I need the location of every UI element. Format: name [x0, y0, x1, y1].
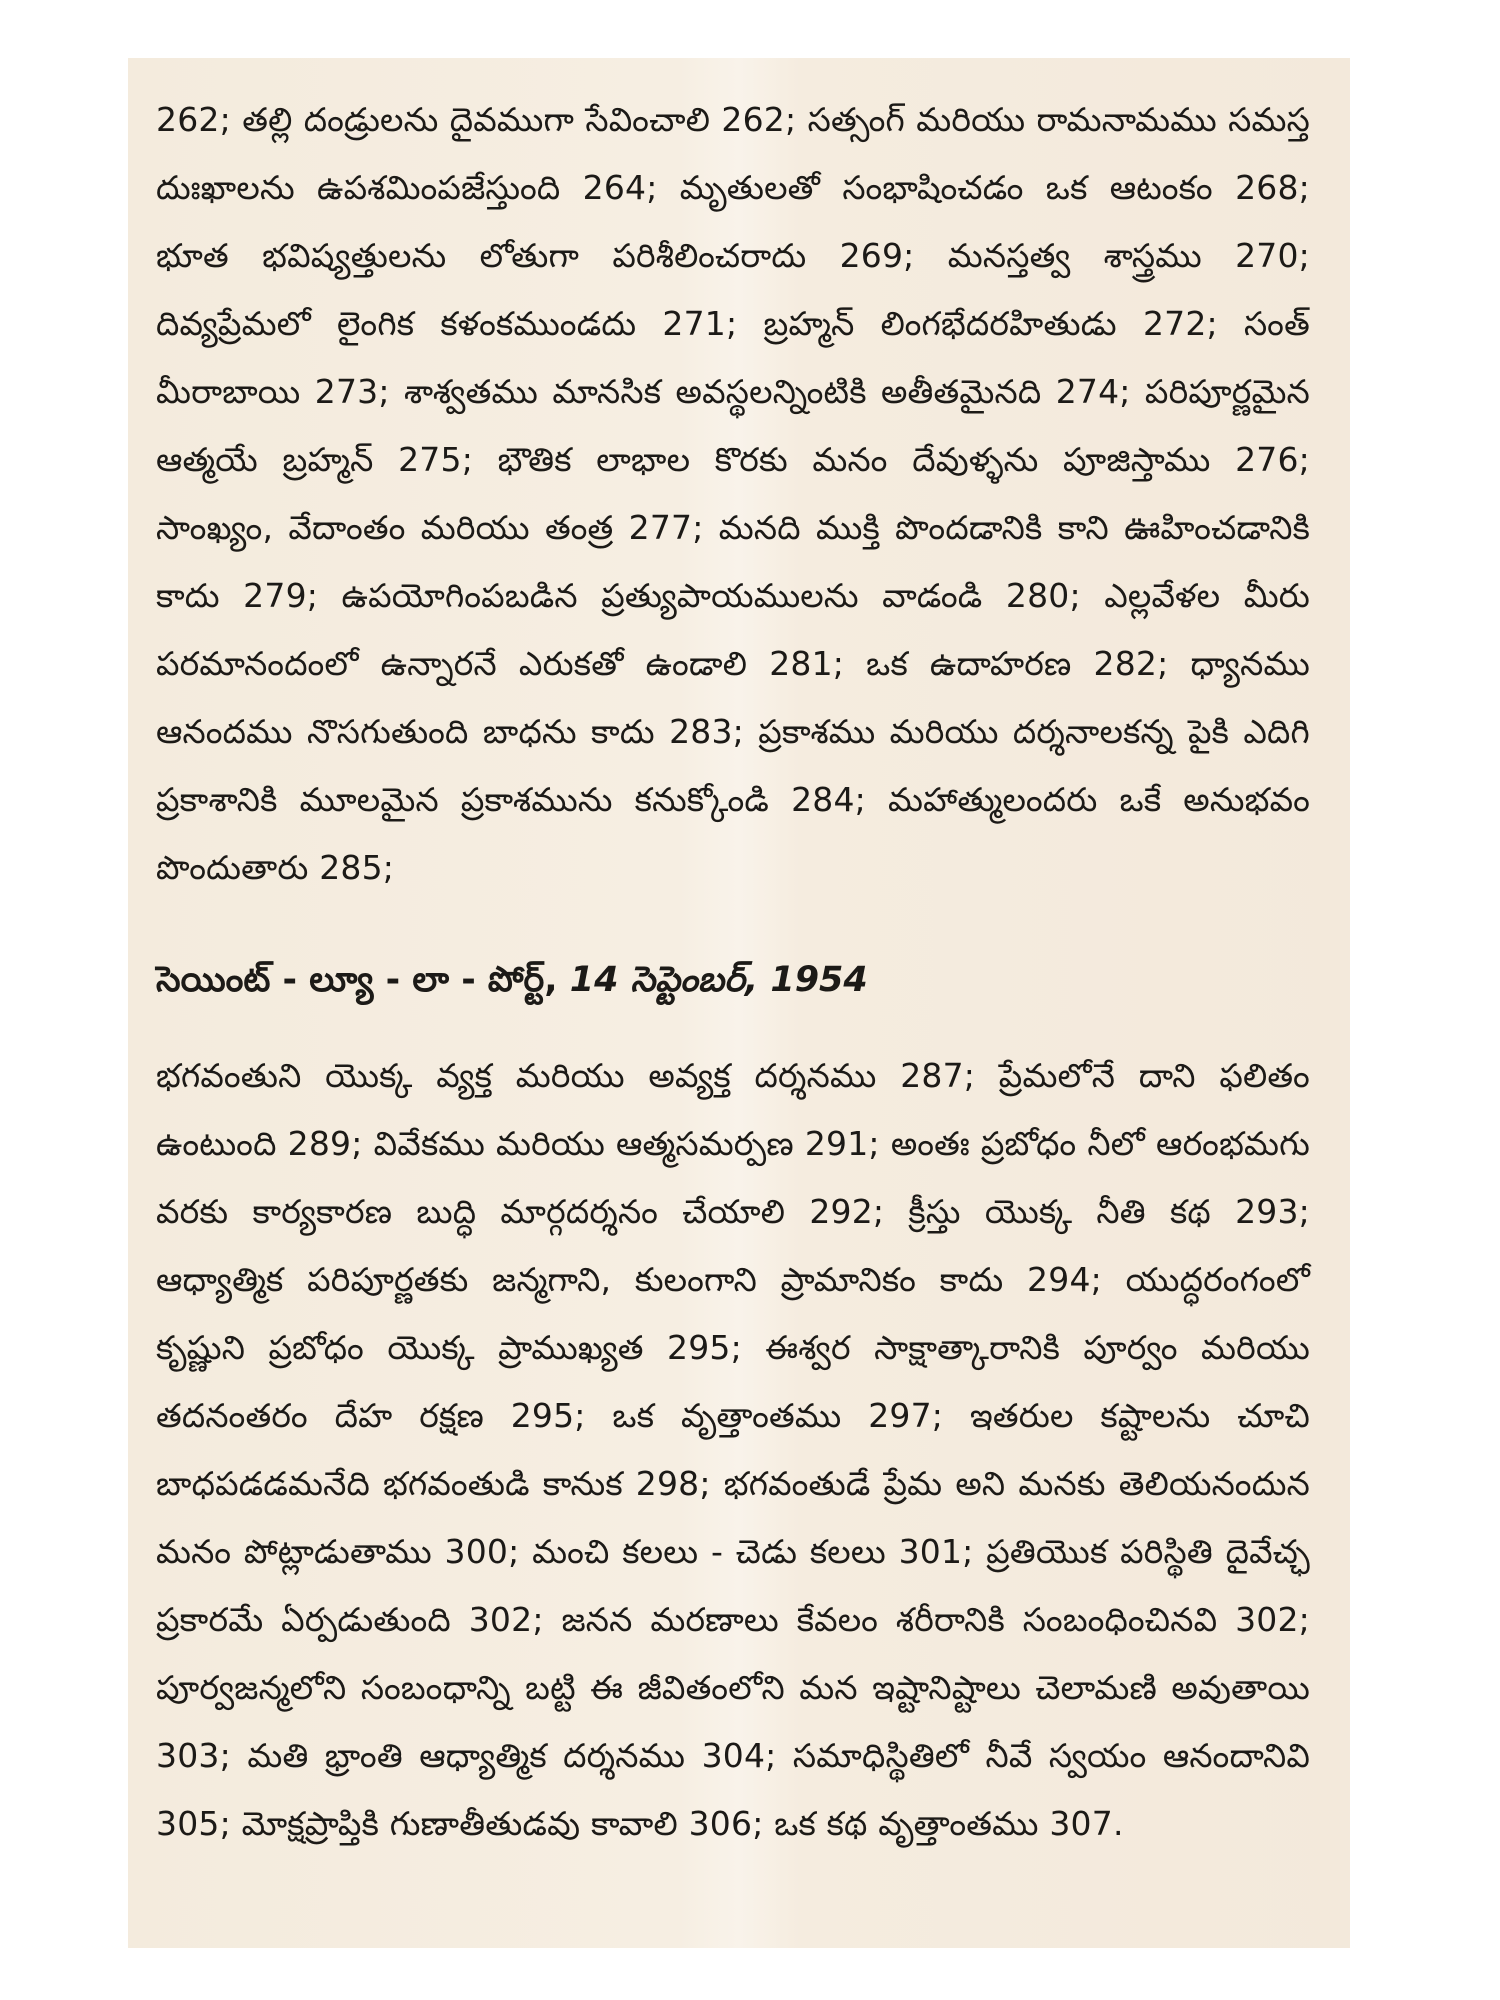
- heading-date: 14 సెప్టెంబర్, 1954: [557, 960, 868, 1000]
- index-paragraph-2: భగవంతుని యొక్క వ్యక్త మరియు అవ్యక్త దర్శనము 287; ప్రేమలోనే దాని ఫలితం ఉంటుంది 289; వివేకము మరియు ఆత్మసమర్పణ 291; అంతః ప్రబోధం నీలో ఆరంభమగు వరకు కార్యకారణ బుద్ధి మార్గదర్శనం చేయాలి 292; క్రీస్తు యొక్క నీతి కథ 293; ఆధ్యాత్మిక పరిపూర్ణతకు జన్మగాని, కులంగాని ప్రామానికం కాదు 294; యుద్ధరంగంలో కృష్ణుని ప్రబోధం యొక్క ప్రాముఖ్యత 295; ఈశ్వర సాక్షాత్కారానికి పూర్వం మరియు తదనంతరం దేహ రక్షణ 295; ఒక వృత్తాంతము 297; ఇతరుల కష్టాలను చూచి బాధపడడమనేది భగవంతుడి కానుక 298; భగవంతుడే ప్రేమ అని మనకు తెలియనందున మనం పోట్లాడుతాము 300; మంచి కలలు - చెడు కలలు 301; ప్రతియొక పరిస్థితి దైవేచ్ఛ ప్రకారమే ఏర్పడుతుంది 302; జనన మరణాలు కేవలం శరీరానికి సంబంధించినవి 302; పూర్వజన్మలోని సంబంధాన్ని బట్టి ఈ జీవితంలోని మన ఇష్టానిష్టాలు చెలామణి అవుతాయి 303; మతి భ్రాంతి ఆధ్యాత్మిక దర్శనము 304; సమాధిస్థితిలో నీవే స్వయం ఆనందానివి 305; మోక్షప్రాప్తికి గుణాతీతుడవు కావాలి 306; ఒక కథ వృత్తాంతము 307.: [156, 1056, 1310, 1843]
- section-heading: [156, 954, 1310, 1006]
- index-paragraph-1: 262; తల్లి దండ్రులను దైవముగా సేవించాలి 262; సత్సంగ్ మరియు రామనామము సమస్త దుఃఖాలను ఉపశమింపజేస్తుంది 264; మృతులతో సంభాషించడం ఒక ఆటంకం 268; భూత భవిష్యత్తులను లోతుగా పరిశీలించరాదు 269; మనస్తత్వ శాస్త్రము 270; దివ్యప్రేమలో లైంగిక కళంకముండదు 271; బ్రహ్మన్ లింగభేదరహితుడు 272; సంత్ మీరాబాయి 273; శాశ్వతము మానసిక అవస్థలన్నింటికి అతీతమైనది 274; పరిపూర్ణమైన ఆత్మయే బ్రహ్మన్ 275; భౌతిక లాభాల కొరకు మనం దేవుళ్ళను పూజిస్తాము 276; సాంఖ్యం, వేదాంతం మరియు తంత్ర 277; మనది ముక్తి పొందడానికి కాని ఊహించడానికి కాదు 279; ఉపయోగింపబడిన ప్రత్యుపాయములను వాడండి 280; ఎల్లవేళల మీరు పరమానందంలో ఉన్నారనే ఎరుకతో ఉండాలి 281; ఒక ఉదాహరణ 282; ధ్యానము ఆనందము నొసగుతుంది బాధను కాదు 283; ప్రకాశము మరియు దర్శనాలకన్న పైకి ఎదిగి ప్రకాశానికి మూలమైన ప్రకాశమును కనుక్కోండి 284; మహాత్ములందరు ఒకే అనుభవం పొందుతారు 285;: [156, 100, 1310, 887]
- book-page: [128, 58, 1350, 1948]
- heading-place: సెయింట్ - ల్యూ - లా - పోర్ట్,: [156, 960, 558, 1000]
